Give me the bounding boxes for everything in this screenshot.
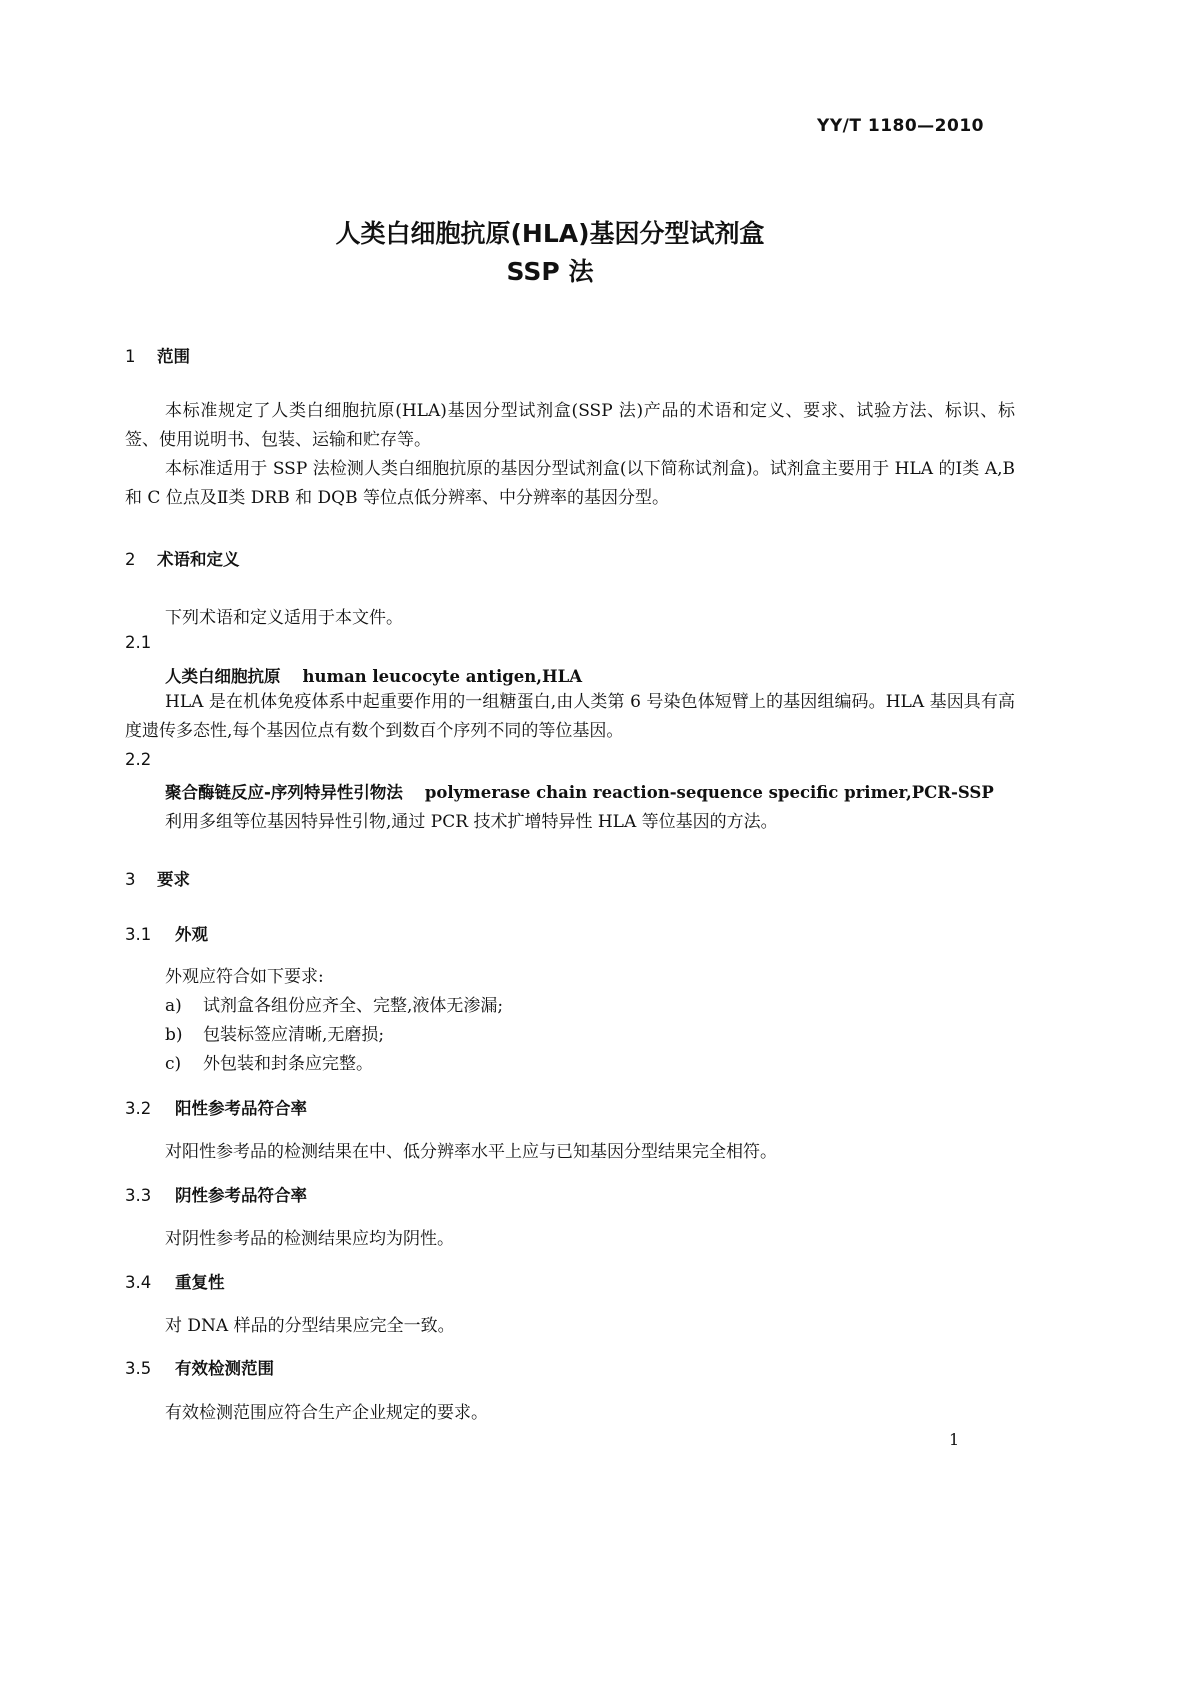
- document-title: 人类白细胞抗原(HLA)基因分型试剂盒: [335, 219, 765, 248]
- section-3-3-text: 对阴性参考品的检测结果应均为阴性。: [165, 1229, 454, 1249]
- section-3-1-intro: 外观应符合如下要求:: [165, 967, 324, 987]
- term-2-2: 聚合酶链反应-序列特异性引物法 polymerase chain reaction-sequence specific primer,PCR-SSP: [165, 783, 994, 802]
- section-2-heading: 2 术语和定义: [125, 550, 240, 569]
- list-item: c) 外包装和封条应完整。: [165, 1054, 373, 1074]
- section-1-para-1: 本标准规定了人类白细胞抗原(HLA)基因分型试剂盒(SSP 法)产品的术语和定义、要求、试验方法、标识、标签、使用说明书、包装、运输和贮存等。: [125, 401, 1015, 450]
- section-3-3-heading: 3.3 阴性参考品符合率: [125, 1186, 307, 1205]
- section-3-heading: 3 要求: [125, 870, 190, 889]
- list-item: b) 包装标签应清晰,无磨损;: [165, 1025, 385, 1045]
- section-3-5-text: 有效检测范围应符合生产企业规定的要求。: [165, 1403, 488, 1423]
- section-3-4-text: 对 DNA 样品的分型结果应完全一致。: [165, 1316, 455, 1336]
- section-1-para-2: 本标准适用于 SSP 法检测人类白细胞抗原的基因分型试剂盒(以下简称试剂盒)。试剂盒主要用于 HLA 的Ⅰ类 A,B 和 C 位点及Ⅱ类 DRB 和 DQB 等位点低分辨率、中分辨率的基因分型。: [125, 459, 1015, 508]
- section-3-4-heading: 3.4 重复性: [125, 1273, 225, 1292]
- term-2-1: 人类白细胞抗原 human leucocyte antigen,HLA: [165, 667, 583, 686]
- term-2-1-definition: HLA 是在机体免疫体系中起重要作用的一组糖蛋白,由人类第 6 号染色体短臂上的基因组编码。HLA 基因具有高度遗传多态性,每个基因位点有数个到数百个序列不同的等位基因。: [125, 692, 1015, 741]
- list-item: a) 试剂盒各组份应齐全、完整,液体无渗漏;: [165, 996, 504, 1016]
- section-3-2-text: 对阳性参考品的检测结果在中、低分辨率水平上应与已知基因分型结果完全相符。: [165, 1142, 777, 1162]
- section-3-5-heading: 3.5 有效检测范围: [125, 1359, 274, 1378]
- section-2-intro: 下列术语和定义适用于本文件。: [165, 608, 403, 628]
- term-2-2-definition: 利用多组等位基因特异性引物,通过 PCR 技术扩增特异性 HLA 等位基因的方法。: [165, 812, 778, 832]
- section-3-2-heading: 3.2 阳性参考品符合率: [125, 1099, 307, 1118]
- section-1-heading: 1 范围: [125, 347, 190, 366]
- document-subtitle: SSP 法: [506, 257, 594, 286]
- term-2-1-number: 2.1: [125, 633, 152, 652]
- section-3-1-heading: 3.1 外观: [125, 925, 208, 944]
- standard-number: YY/T 1180—2010: [817, 116, 984, 136]
- page-number: 1: [949, 1430, 960, 1449]
- term-2-2-number: 2.2: [125, 750, 152, 769]
